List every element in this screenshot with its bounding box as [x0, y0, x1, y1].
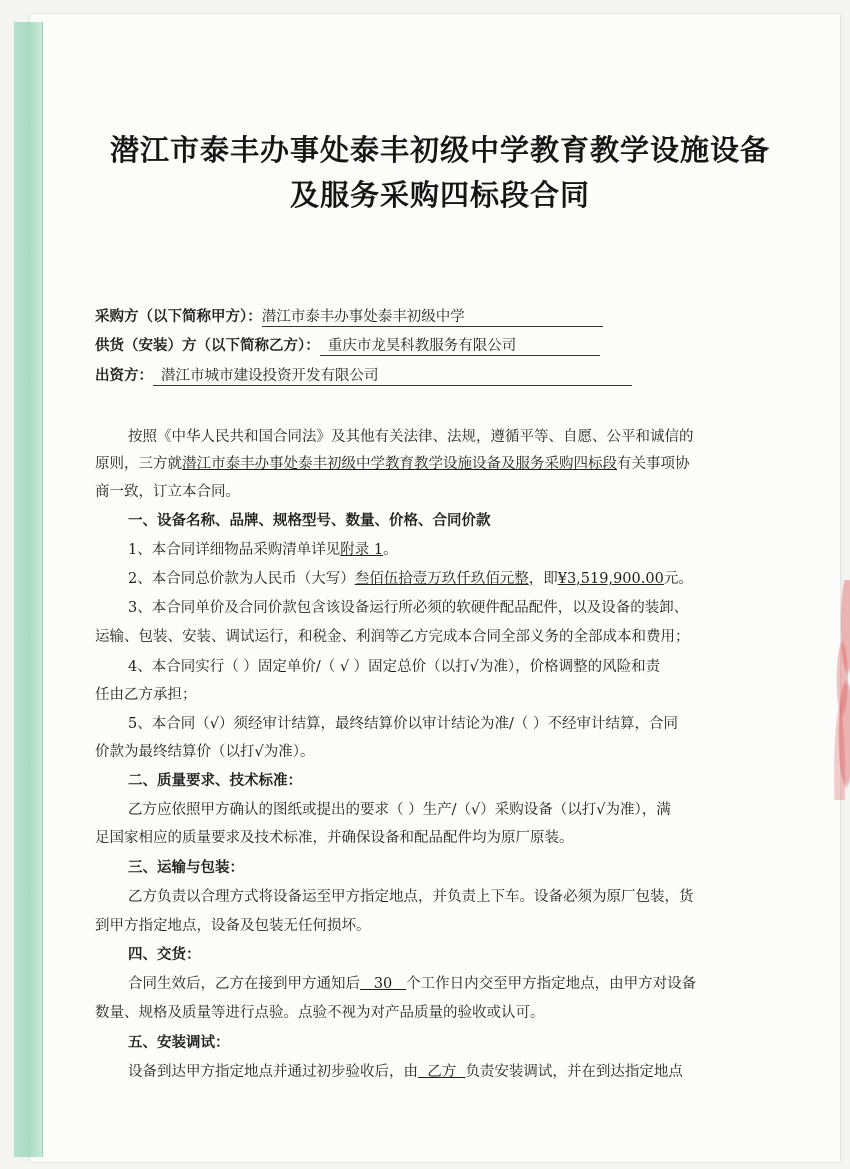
section4-line1-b: 个工作日内交至甲方指定地点，由甲方对设备: [406, 976, 697, 992]
section1-item5-line1: 5、本合同（√）须经审计结算，最终结算价以审计结论为准/（ ）不经审计结算，合同: [128, 716, 678, 732]
intro-line2-a: 原则，三方就: [95, 456, 182, 472]
section1-heading: 一、设备名称、品牌、规格型号、数量、价格、合同价款: [128, 512, 491, 529]
section5-line1-b: 负责安装调试，并在到达指定地点: [465, 1064, 683, 1080]
section1-item4-line1: 4、本合同实行（ ）固定单价/（ √ ）固定总价（以打√为准），价格调整的风险和责: [128, 659, 661, 675]
party-buyer-value: 潜江市泰丰办事处泰丰初级中学: [262, 308, 603, 327]
item1-end: 。: [383, 542, 398, 558]
intro-line2-b: 有关事项协: [617, 456, 690, 472]
intro-line3: 商一致，订立本合同。: [95, 484, 240, 500]
section4-line2: 数量、规格及质量等进行点验。点验不视为对产品质量的验收或认可。: [95, 1005, 545, 1021]
contract-title-line2: 及服务采购四标段合同: [289, 178, 590, 212]
price-in-figures: ¥3,519,900.00: [557, 571, 664, 587]
section3-line1: 乙方负责以合理方式将设备运至甲方指定地点，并负责上下车。设备必须为原厂包装，货: [128, 889, 694, 905]
item2-end: 元。: [663, 571, 693, 587]
section1-item3-line2: 运输、包装、安装、调试运行，和税金、利润等乙方完成本合同全部义务的全部成本和费用；: [95, 629, 690, 645]
party-supplier-value: 重庆市龙昊科教服务有限公司: [320, 337, 600, 356]
section3-line2: 到甲方指定地点，设备及包装无任何损坏。: [95, 918, 371, 934]
section5-line1-a: 设备到达甲方指定地点并通过初步验收后，由: [128, 1064, 418, 1080]
binding-strip: [14, 22, 43, 1157]
item2-text: 2、本合同总价款为人民币（大写）: [128, 571, 355, 587]
contract-title-line1: 潜江市泰丰办事处泰丰初级中学教育教学设施设备: [109, 133, 770, 167]
intro-line1: 按照《中华人民共和国合同法》及其他有关法律、法规，遵循平等、自愿、公平和诚信的: [128, 429, 694, 445]
section3-heading: 三、运输与包装：: [128, 859, 244, 876]
section2-heading: 二、质量要求、技术标准：: [128, 772, 302, 789]
party-buyer: [95, 308, 603, 327]
party-buyer-label: 采购方（以下简称甲方）：: [95, 308, 262, 325]
section2-line1: 乙方应依照甲方确认的图纸或提出的要求（ ）生产/（√）采购设备（以打√为准），满: [128, 802, 671, 818]
party-funder: [95, 367, 632, 386]
section1-item5-line2: 价款为最终结算价（以打√为准）。: [95, 744, 315, 760]
section5-heading: 五、安装调试：: [128, 1034, 230, 1051]
section1-item3-line1: 3、本合同单价及合同价款包含该设备运行所必须的软硬件配品配件，以及设备的装卸、: [128, 600, 689, 616]
item1-text: 1、本合同详细物品采购清单详见: [128, 542, 341, 558]
party-supplier: [95, 337, 600, 356]
price-in-words: 叁佰伍拾壹万玖仟玖佰元整: [354, 571, 529, 587]
party-funder-value: 潜江市城市建设投资开发有限公司: [153, 367, 632, 386]
section1-item4-line2: 任由乙方承担；: [95, 687, 197, 703]
delivery-days: 30: [360, 976, 407, 992]
section1-item1: [128, 541, 398, 559]
section5-line1: [128, 1063, 683, 1081]
section4-line1: [128, 975, 696, 993]
installer-party: 乙方: [418, 1064, 466, 1080]
party-funder-label: 出资方：: [95, 367, 153, 384]
section1-item2: [128, 570, 693, 588]
project-name-underlined: 潜江市泰丰办事处泰丰初级中学教育教学设施设备及服务采购四标段: [182, 456, 617, 472]
section4-line1-a: 合同生效后，乙方在接到甲方通知后: [128, 976, 360, 992]
appendix-ref: 附录 1: [340, 542, 384, 558]
section2-line2: 足国家相应的质量要求及技术标准，并确保设备和配品配件均为原厂原装。: [95, 830, 574, 846]
intro-line2: [95, 455, 690, 473]
seal-stamp-edge: [824, 580, 850, 800]
party-supplier-label: 供货（安装）方（以下简称乙方）：: [95, 337, 320, 354]
section4-heading: 四、交货：: [128, 946, 201, 963]
item2-mid: ，即: [528, 571, 558, 587]
